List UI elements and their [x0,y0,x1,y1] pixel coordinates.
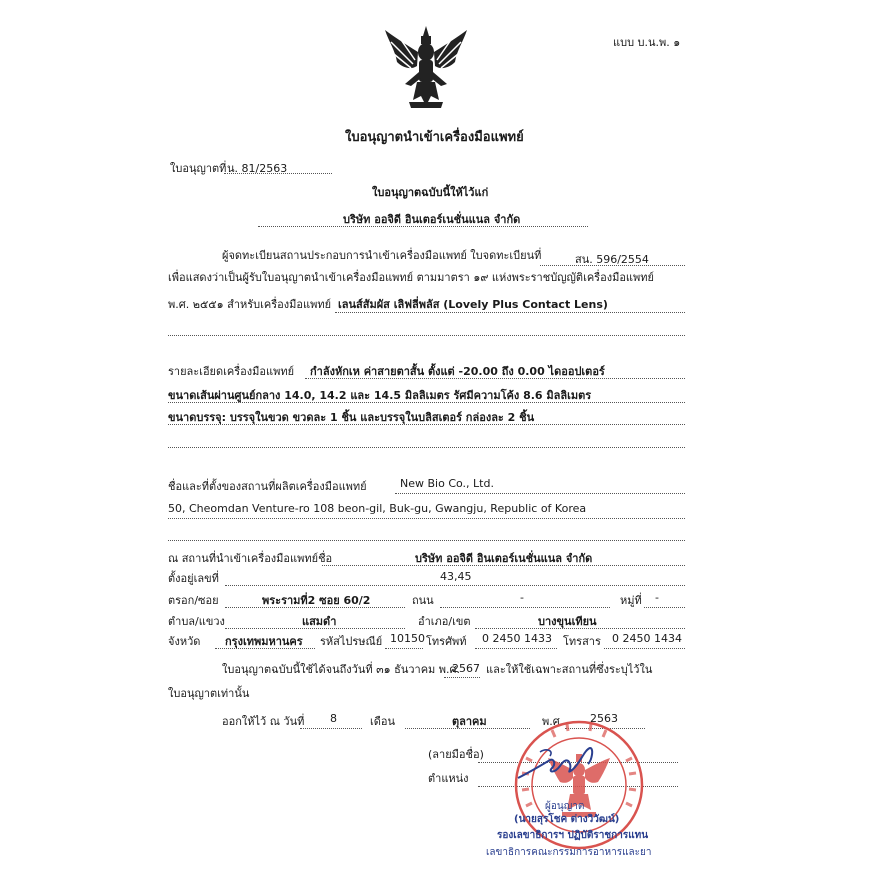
handwritten-signature-icon [510,738,610,788]
details-line-3: ขนาดบรรจุ: บรรจุในขวด ขวดละ 1 ชิ้น และบรรจุในบลิสเตอร์ กล่องละ 2 ชิ้น [168,411,535,424]
signatory-title-1: รองเลขาธิการฯ ปฏิบัติราชการแทน [497,830,649,841]
details-underline-1 [305,378,685,379]
company-name: บริษัท ออจิดี อินเตอร์เนชั่นแนล จำกัด [343,213,521,226]
registration-text-2: เพื่อแสดงว่าเป็นผู้รับใบอนุญาตนำเข้าเครื่องมือแพทย์ ตามมาตรา ๑๙ แห่งพระราชบัญญัติเครื่องมือแพทย์ [168,271,654,284]
import-site-name: บริษัท ออจิดี อินเตอร์เนชั่นแนล จำกัด [415,552,593,565]
blank-line-3 [168,540,685,541]
manufacturer-address: 50, Cheomdan Venture-ro 108 beon-gil, Buk-gu, Gwangju, Republic of Korea [168,502,587,515]
position-label: ตำแหน่ง [428,772,469,785]
details-line-2: ขนาดเส้นผ่านศูนย์กลาง 14.0, 14.2 และ 14.5 มิลลิเมตร รัศมีความโค้ง 8.6 มิลลิเมตร [168,389,592,402]
import-site-label: ณ สถานที่นำเข้าเครื่องมือแพทย์ชื่อ [168,552,333,565]
soi-value: พระรามที่2 ซอย 60/2 [262,594,371,607]
document-title: ใบอนุญาตนำเข้าเครื่องมือแพทย์ [345,130,524,145]
subdistrict-line [225,628,405,629]
phone-line [475,648,557,649]
details-underline-3 [168,424,685,425]
phone-label: โทรศัพท์ [426,635,467,648]
postcode-label: รหัสไปรษณีย์ [320,635,383,648]
issued-label: ออกให้ไว้ ณ วันที่ [222,715,305,728]
registration-no-line [540,265,685,266]
moo-label: หมู่ที่ [620,594,642,607]
soi-line [225,607,405,608]
details-line-1: กำลังหักเห ค่าสายตาสั้น ตั้งแต่ -20.00 ถึง 0.00 ไดออปเตอร์ [310,365,605,378]
house-no: 43,45 [440,570,472,583]
moo-value: - [655,591,659,604]
fax-value: 0 2450 1434 [612,632,682,645]
issued-day-line [300,728,362,729]
blank-line-1 [168,335,685,336]
granted-to-label: ใบอนุญาตฉบับนี้ให้ไว้แก่ [372,186,489,199]
phone-value: 0 2450 1433 [482,632,552,645]
licensor-label: ผู้อนุญาต [545,801,585,812]
manufacturer-name-line [395,493,685,494]
device-name: เลนส์สัมผัส เลิฟลี่พลัส (Lovely Plus Contact Lens) [338,298,608,311]
manufacturer-label: ชื่อและที่ตั้งของสถานที่ผลิตเครื่องมือแพทย์ [168,480,367,493]
validity-text-3: ใบอนุญาตเท่านั้น [168,687,250,700]
subdistrict-value: แสมดำ [302,615,337,628]
registration-text-3: พ.ศ. ๒๕๕๑ สำหรับเครื่องมือแพทย์ [168,298,332,311]
garuda-emblem-icon [383,22,469,114]
license-no-label: ใบอนุญาตที่ [170,162,227,175]
province-value: กรุงเทพมหานคร [225,635,303,648]
registration-text-1: ผู้จดทะเบียนสถานประกอบการนำเข้าเครื่องมือแพทย์ ใบจดทะเบียนที่ [222,249,542,262]
license-no-line [224,173,332,174]
district-value: บางขุนเทียน [538,615,597,628]
issued-month-label: เดือน [370,715,396,728]
signatory-name: (นายสุรโชค ต่างวิวัฒน์) [514,814,620,825]
house-no-label: ตั้งอยู่เลขที่ [168,572,219,585]
province-label: จังหวัด [168,635,201,648]
license-no: น. 81/2563 [227,162,288,175]
road-line [440,607,610,608]
road-label: ถนน [412,594,434,607]
district-line [475,628,685,629]
import-site-name-line [322,565,685,566]
sign-label: (ลายมือชื่อ) [428,748,484,761]
postcode-line [385,648,423,649]
road-value: - [520,591,524,604]
manufacturer-address-line [168,518,685,519]
postcode-value: 10150 [390,632,425,645]
soi-label: ตรอก/ซอย [168,594,219,607]
signatory-title-2: เลขาธิการคณะกรรมการอาหารและยา [486,847,652,858]
blank-line-2 [168,447,685,448]
validity-text-2: และให้ใช้เฉพาะสถานที่ซึ่งระบุไว้ใน [486,663,653,676]
form-code: แบบ บ.น.พ. ๑ [613,36,681,49]
issued-year: 2563 [590,712,618,725]
issued-year-label: พ.ศ. [542,715,564,728]
issued-month: ตุลาคม [452,715,487,728]
subdistrict-label: ตำบล/แขวง [168,615,225,628]
manufacturer-name: New Bio Co., Ltd. [400,477,494,490]
moo-line [644,607,685,608]
company-line [258,226,588,227]
issued-day: 8 [330,712,337,725]
device-line [335,312,685,313]
fax-line [604,648,685,649]
house-no-line [225,585,685,586]
district-label: อำเภอ/เขต [418,615,471,628]
details-underline-2 [168,402,685,403]
fax-label: โทรสาร [563,635,601,648]
details-label: รายละเอียดเครื่องมือแพทย์ [168,365,295,378]
registration-no: สน. 596/2554 [575,253,649,266]
validity-year-line [444,677,480,678]
province-line [215,648,315,649]
validity-text-1: ใบอนุญาตฉบับนี้ใช้ได้จนถึงวันที่ ๓๑ ธันวาคม พ.ศ. [222,663,461,676]
validity-year: 2567 [452,662,480,675]
